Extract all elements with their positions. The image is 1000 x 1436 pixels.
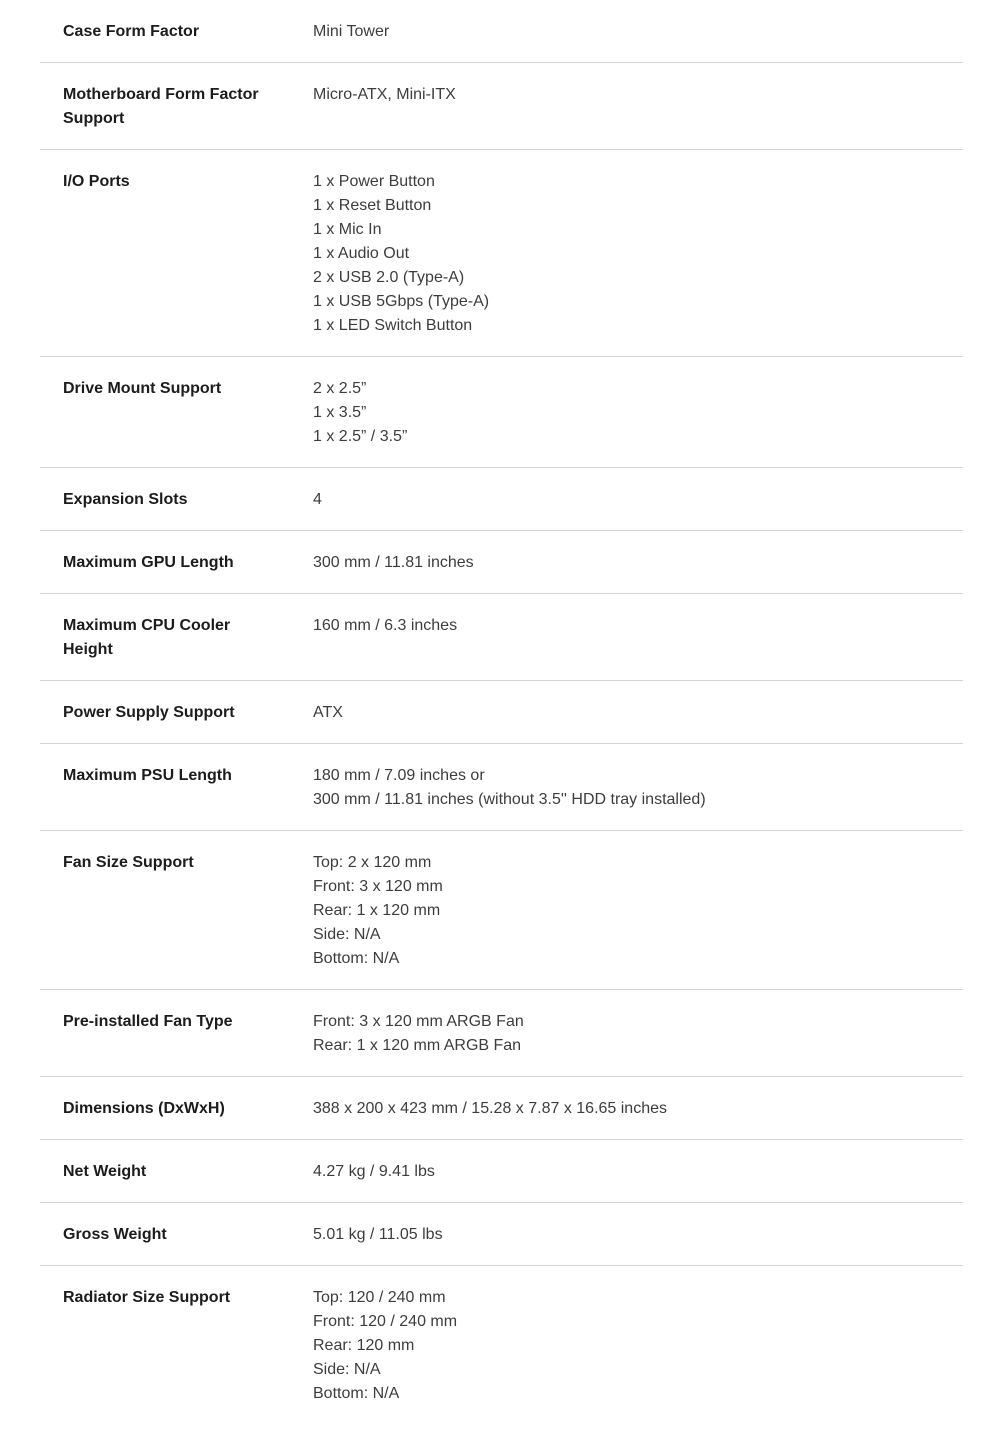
- spec-value-line: ATX: [313, 704, 343, 721]
- spec-value-line: 1 x LED Switch Button: [313, 317, 473, 334]
- spec-value: [313, 701, 963, 725]
- spec-value: [313, 851, 963, 971]
- spec-row: [40, 63, 963, 150]
- spec-value-line: Side: N/A: [313, 1361, 381, 1378]
- spec-label: Maximum PSU Length: [63, 767, 232, 784]
- spec-value-line: 5.01 kg / 11.05 lbs: [313, 1226, 443, 1243]
- spec-label: Expansion Slots: [63, 491, 188, 508]
- spec-value-line: Top: 2 x 120 mm: [313, 854, 432, 871]
- spec-value: [313, 83, 963, 131]
- spec-value-line: Side: N/A: [313, 926, 381, 943]
- spec-value-line: Front: 3 x 120 mm ARGB Fan: [313, 1013, 524, 1030]
- spec-value-line: 2 x USB 2.0 (Type-A): [313, 269, 465, 286]
- spec-value-line: Bottom: N/A: [313, 1385, 400, 1402]
- spec-value-line: 1 x Mic In: [313, 221, 382, 238]
- spec-row: [40, 744, 963, 831]
- spec-label: Dimensions (DxWxH): [63, 1100, 225, 1117]
- spec-value-line: Rear: 1 x 120 mm: [313, 902, 441, 919]
- spec-row: [40, 357, 963, 468]
- spec-value: [313, 1286, 963, 1406]
- spec-row: [40, 831, 963, 990]
- spec-label: Fan Size Support: [63, 854, 194, 871]
- spec-value: [313, 20, 963, 44]
- spec-table: [40, 0, 963, 1424]
- spec-value-line: 160 mm / 6.3 inches: [313, 617, 458, 634]
- spec-value: [313, 377, 963, 449]
- spec-label: I/O Ports: [63, 173, 130, 190]
- spec-row: [40, 681, 963, 744]
- spec-label: Drive Mount Support: [63, 380, 222, 397]
- spec-value-line: Rear: 1 x 120 mm ARGB Fan: [313, 1037, 522, 1054]
- spec-value-line: 1 x Audio Out: [313, 245, 410, 262]
- spec-value-line: Front: 3 x 120 mm: [313, 878, 443, 895]
- spec-value: [313, 614, 963, 662]
- spec-label: Gross Weight: [63, 1226, 167, 1243]
- spec-value-line: 300 mm / 11.81 inches (without 3.5'' HDD tray installed): [313, 791, 706, 808]
- spec-value: [313, 764, 963, 812]
- spec-value-line: 1 x Reset Button: [313, 197, 432, 214]
- spec-value-line: 1 x USB 5Gbps (Type-A): [313, 293, 490, 310]
- spec-label: Case Form Factor: [63, 23, 200, 40]
- spec-row: [40, 990, 963, 1077]
- spec-value-line: 4: [313, 491, 322, 508]
- spec-label: Power Supply Support: [63, 704, 235, 721]
- spec-row: [40, 150, 963, 357]
- spec-row: [40, 531, 963, 594]
- spec-label: Radiator Size Support: [63, 1289, 231, 1306]
- spec-label: Maximum GPU Length: [63, 554, 234, 571]
- spec-value-line: 388 x 200 x 423 mm / 15.28 x 7.87 x 16.65 inches: [313, 1100, 667, 1117]
- spec-row: [40, 0, 963, 63]
- spec-value: [313, 1097, 963, 1121]
- spec-value-line: Front: 120 / 240 mm: [313, 1313, 458, 1330]
- spec-value-line: Bottom: N/A: [313, 950, 400, 967]
- spec-value-line: 1 x 3.5”: [313, 404, 367, 421]
- spec-value: [313, 1010, 963, 1058]
- spec-row: [40, 1077, 963, 1140]
- spec-label: Maximum CPU Cooler Height: [63, 617, 231, 658]
- spec-value: [313, 551, 963, 575]
- spec-row: [40, 594, 963, 681]
- spec-row: [40, 1140, 963, 1203]
- spec-value-line: Rear: 120 mm: [313, 1337, 415, 1354]
- spec-value: [313, 1160, 963, 1184]
- spec-value-line: 1 x 2.5” / 3.5”: [313, 428, 408, 445]
- spec-label: Net Weight: [63, 1163, 147, 1180]
- spec-value-line: 180 mm / 7.09 inches or: [313, 767, 485, 784]
- spec-value: [313, 1223, 963, 1247]
- spec-value-line: 4.27 kg / 9.41 lbs: [313, 1163, 435, 1180]
- spec-row: [40, 1203, 963, 1266]
- spec-label: Motherboard Form Factor Support: [63, 86, 259, 127]
- spec-value-line: 2 x 2.5”: [313, 380, 367, 397]
- spec-value: [313, 488, 963, 512]
- spec-value-line: Mini Tower: [313, 23, 390, 40]
- spec-row: [40, 1266, 963, 1424]
- spec-row: [40, 468, 963, 531]
- spec-value-line: Top: 120 / 240 mm: [313, 1289, 446, 1306]
- spec-value-line: 300 mm / 11.81 inches: [313, 554, 474, 571]
- spec-value-line: 1 x Power Button: [313, 173, 435, 190]
- spec-label: Pre-installed Fan Type: [63, 1013, 233, 1030]
- spec-value-line: Micro-ATX, Mini-ITX: [313, 86, 456, 103]
- spec-value: [313, 170, 963, 338]
